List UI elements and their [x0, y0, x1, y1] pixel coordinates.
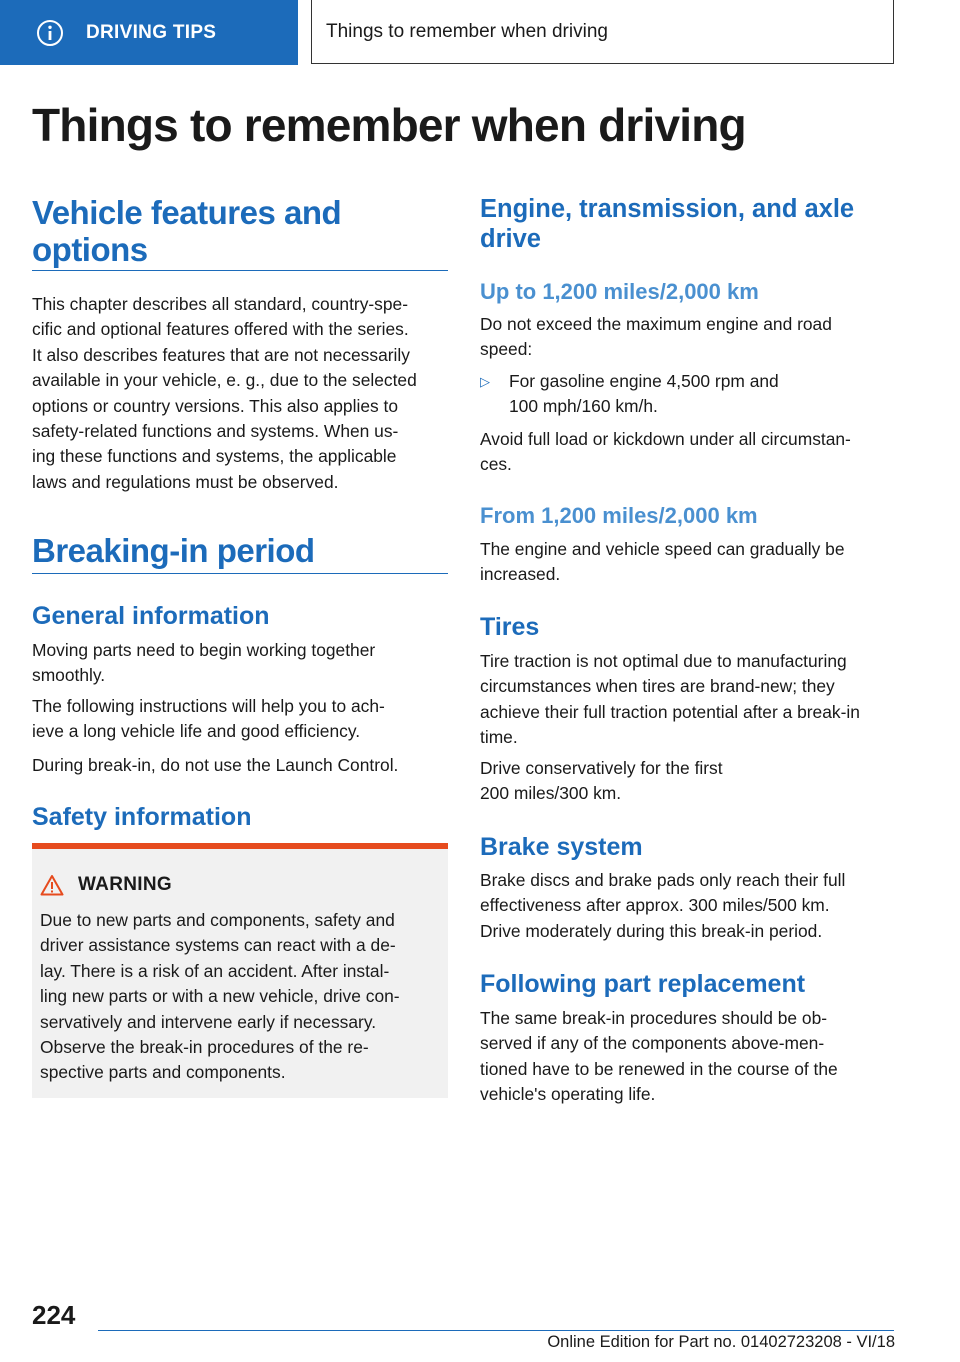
text-line: laws and regulations must be observed. — [32, 471, 339, 492]
warning-box — [32, 843, 448, 1098]
text-line: options or country versions. This also applies to — [32, 395, 399, 416]
text-line: This chapter describes all standard, country-spe‐ — [32, 294, 409, 314]
from-heading: From 1,200 miles/2,000 km — [480, 503, 758, 528]
text-line: ling new parts or with a new vehicle, drive con‐ — [40, 986, 400, 1007]
text-line: vehicle's operating life. — [480, 1084, 656, 1105]
section-tab — [0, 0, 298, 65]
footer-rule — [98, 1330, 894, 1331]
text-line: For gasoline engine 4,500 rpm and — [509, 371, 779, 391]
text-line: servatively and intervene early if necessary. — [40, 1011, 377, 1032]
tires-heading: Tires — [480, 613, 540, 641]
breadcrumb: Things to remember when driving — [311, 0, 894, 64]
text-line: The same break-in procedures should be ob‐ — [480, 1008, 828, 1028]
text-line: effectiveness after approx. 300 miles/500 km. — [480, 895, 830, 916]
text-line: tioned have to be renewed in the course of the — [480, 1058, 838, 1079]
safety-information-heading: Safety information — [32, 803, 252, 831]
general-information-heading: General information — [32, 602, 270, 630]
breaking-in-heading: Breaking-in period — [32, 532, 315, 569]
general-paragraph-1 — [32, 638, 452, 689]
warning-header — [40, 874, 172, 896]
following-part-replacement-heading: Following part replacement — [480, 970, 806, 998]
text-line: 100 mph/160 km/h. — [509, 396, 658, 417]
text-line: 200 miles/300 km. — [480, 783, 622, 804]
text-line: Drive conservatively for the first — [480, 758, 723, 778]
page-number: 224 — [32, 1300, 76, 1330]
text-line: ces. — [480, 454, 512, 475]
tires-paragraph-2 — [480, 756, 900, 807]
page-title: Things to remember when driving — [32, 99, 746, 151]
vehicle-features-heading-line2: options — [32, 231, 148, 268]
text-line: ieve a long vehicle life and good efficiency. — [32, 721, 361, 742]
text-line: Tire traction is not optimal due to manufacturing — [480, 651, 847, 671]
text-line: ing these functions and systems, the applicable — [32, 446, 397, 467]
text-line: Drive moderately during this break-in period. — [480, 920, 823, 941]
up-to-paragraph — [480, 312, 900, 363]
warning-label: WARNING — [78, 874, 172, 895]
from-paragraph — [480, 537, 900, 588]
brake-system-heading: Brake system — [480, 833, 643, 861]
heading-rule — [32, 573, 448, 574]
text-line: It also describes features that are not necessarily — [32, 344, 410, 365]
text-line: Due to new parts and components, safety and — [40, 910, 395, 930]
text-line: Do not exceed the maximum engine and road — [480, 314, 832, 334]
warning-triangle-icon — [40, 874, 64, 896]
text-line: cific and optional features offered with the series. — [32, 319, 409, 340]
text-line: available in your vehicle, e. g., due to the selected — [32, 370, 417, 391]
text-line: safety-related functions and systems. When us‐ — [32, 421, 399, 442]
text-line: achieve their full traction potential after a break-in — [480, 701, 860, 722]
text-line: Observe the break-in procedures of the re‐ — [40, 1037, 369, 1058]
general-paragraph-2 — [32, 694, 452, 745]
text-line: Avoid full load or kickdown under all circumstan‐ — [480, 429, 851, 449]
tires-paragraph — [480, 649, 900, 751]
text-line: circumstances when tires are brand-new; they — [480, 676, 835, 697]
bullet-triangle-icon: ▷ — [480, 374, 490, 389]
engine-heading-line1: Engine, transmission, and axle — [480, 195, 855, 223]
general-paragraph-3: During break-in, do not use the Launch Control. — [32, 755, 399, 775]
text-line: spective parts and components. — [40, 1062, 286, 1083]
text-line: The engine and vehicle speed can gradually be — [480, 539, 845, 559]
text-line: lay. There is a risk of an accident. After instal‐ — [40, 960, 390, 981]
section-label: DRIVING TIPS — [86, 21, 217, 43]
info-icon — [36, 19, 64, 47]
text-line: driver assistance systems can react with a de‐ — [40, 935, 396, 956]
vehicle-features-paragraph — [32, 292, 452, 495]
text-line: smoothly. — [32, 665, 106, 686]
text-line: time. — [480, 727, 518, 748]
text-line: increased. — [480, 564, 561, 585]
text-line: speed: — [480, 339, 533, 360]
avoid-paragraph — [480, 427, 900, 478]
following-paragraph — [480, 1006, 900, 1108]
list-item — [480, 369, 929, 420]
text-line: Moving parts need to begin working together — [32, 640, 376, 660]
engine-heading-line2: drive — [480, 225, 541, 253]
up-to-heading: Up to 1,200 miles/2,000 km — [480, 279, 759, 304]
text-line: The following instructions will help you to ach‐ — [32, 696, 385, 716]
brake-paragraph — [480, 868, 900, 944]
edition-note: Online Edition for Part no. 01402723208 - VI/18 — [547, 1333, 895, 1351]
text-line: Brake discs and brake pads only reach their full — [480, 870, 846, 890]
text-line: served if any of the components above-men‐ — [480, 1033, 825, 1054]
heading-rule — [32, 270, 448, 271]
vehicle-features-heading-line1: Vehicle features and — [32, 194, 342, 231]
warning-text — [40, 908, 442, 1086]
